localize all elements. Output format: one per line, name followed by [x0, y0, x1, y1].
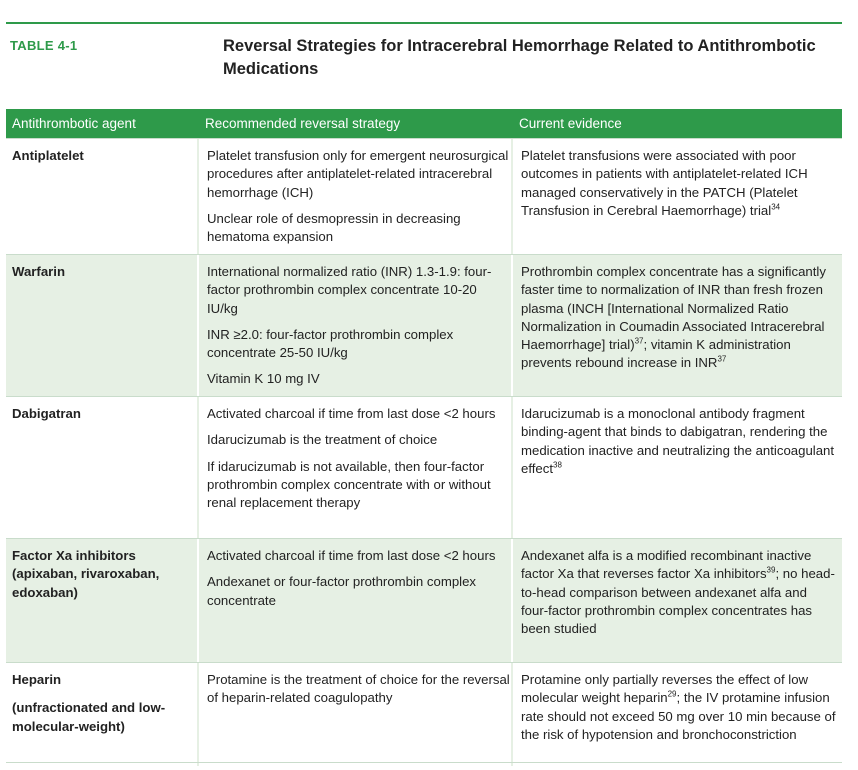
- reversal-table: [6, 109, 842, 766]
- evidence-text: Prothrombin complex concentrate has a significantly faster time to normalization of INR than fresh frozen plasma (INCH [International Normalized Ratio Normalization in Coumadin Associated Intracerebral Haemorrhage] trial): [521, 264, 826, 353]
- reference-number: 38: [553, 460, 562, 470]
- top-rule: [6, 22, 842, 24]
- agent-cell: Warfarin: [12, 264, 66, 279]
- evidence-cell: [511, 139, 842, 254]
- evidence-text: Andexanet alfa is a modified recombinant inactive factor Xa that reverses factor Xa inhibitors: [521, 548, 812, 582]
- agent-cell: Dabigatran: [12, 406, 81, 421]
- strategy-text: INR ≥2.0: four-factor prothrombin complex concentrate 25-50 IU/kg: [207, 326, 454, 361]
- strategy-cell: [197, 255, 511, 396]
- agent-subtitle: (unfractionated and low-molecular-weight): [12, 700, 166, 734]
- header-strategy: Recommended reversal strategy: [205, 116, 401, 131]
- reference-number: 34: [771, 202, 781, 212]
- strategy-text: Idarucizumab is the treatment of choice: [207, 432, 438, 448]
- bottom-rule: [6, 762, 842, 763]
- evidence-cell: [511, 663, 842, 766]
- table-title: Reversal Strategies for Intracerebral Hemorrhage Related to Antithrombotic Medications: [223, 37, 816, 78]
- strategy-cell: [197, 539, 511, 662]
- strategy-cell: [197, 663, 511, 766]
- reference-number: 29: [667, 689, 677, 699]
- strategy-text: Protamine is the treatment of choice for the reversal of heparin-related coagulopathy: [207, 672, 510, 706]
- table-row: [6, 662, 842, 766]
- strategy-text: Vitamin K 10 mg IV: [207, 371, 320, 387]
- reference-number: 39: [766, 565, 776, 575]
- agent-cell: Antiplatelet: [12, 148, 84, 163]
- strategy-cell: [197, 397, 511, 538]
- agent-name: Heparin: [12, 672, 62, 687]
- table-row: [6, 138, 842, 254]
- strategy-text: If idarucizumab is not available, then four-factor prothrombin complex concentrate with or without renal replacement therapy: [207, 458, 491, 511]
- evidence-text: Protamine only partially reverses the effect of low molecular weight heparin: [521, 672, 809, 706]
- table-row: [6, 254, 842, 396]
- strategy-text: Andexanet or four-factor prothrombin complex concentrate: [207, 574, 477, 608]
- evidence-text: Platelet transfusions were associated with poor outcomes in patients with antiplatelet-related ICH managed conservatively in the PATCH (Platelet Transfusion in Cerebral Haemorrhage) trial: [521, 148, 808, 218]
- strategy-text: Activated charcoal if time from last dose <2 hours: [207, 548, 496, 563]
- reference-number: 37: [717, 355, 727, 365]
- table-row: [6, 538, 842, 662]
- evidence-text-tail: ; vitamin K administration prevents rebound increase in INR: [521, 337, 791, 371]
- strategy-text: Platelet transfusion only for emergent neurosurgical procedures after antiplatelet-related intracerebral hemorrhage (ICH): [207, 148, 509, 200]
- strategy-text: International normalized ratio (INR) 1.3-1.9: four-factor prothrombin complex concentrate 10-20 IU/kg: [207, 264, 492, 316]
- table-number: TABLE 4-1: [10, 38, 78, 53]
- reference-number: 37: [634, 336, 644, 346]
- evidence-text-tail: ; the IV protamine infusion rate should not exceed 50 mg over 10 min because of the risk of hypotension and bronchoconstriction: [521, 690, 836, 742]
- header-evidence: Current evidence: [519, 116, 622, 131]
- strategy-cell: [197, 139, 511, 254]
- table-row: [6, 396, 842, 538]
- header-agent: Antithrombotic agent: [12, 116, 136, 131]
- evidence-cell: [511, 255, 842, 396]
- strategy-text: Unclear role of desmopressin in decreasing hematoma expansion: [207, 210, 461, 245]
- evidence-text: Idarucizumab is a monoclonal antibody fragment binding-agent that binds to dabigatran, rendering the medication inactive and neutralizing the anticoagulant effect: [521, 406, 835, 476]
- agent-cell: [6, 663, 197, 766]
- strategy-text: Activated charcoal if time from last dose <2 hours: [207, 406, 496, 421]
- agent-cell: Factor Xa inhibitors (apixaban, rivaroxaban, edoxaban): [12, 548, 160, 600]
- evidence-cell: [511, 539, 842, 662]
- table-header-row: [6, 109, 842, 138]
- evidence-cell: [511, 397, 842, 538]
- evidence-text-tail: ; no head-to-head comparison between andexanet alfa and four-factor prothrombin complex concentrates has been studied: [521, 566, 835, 637]
